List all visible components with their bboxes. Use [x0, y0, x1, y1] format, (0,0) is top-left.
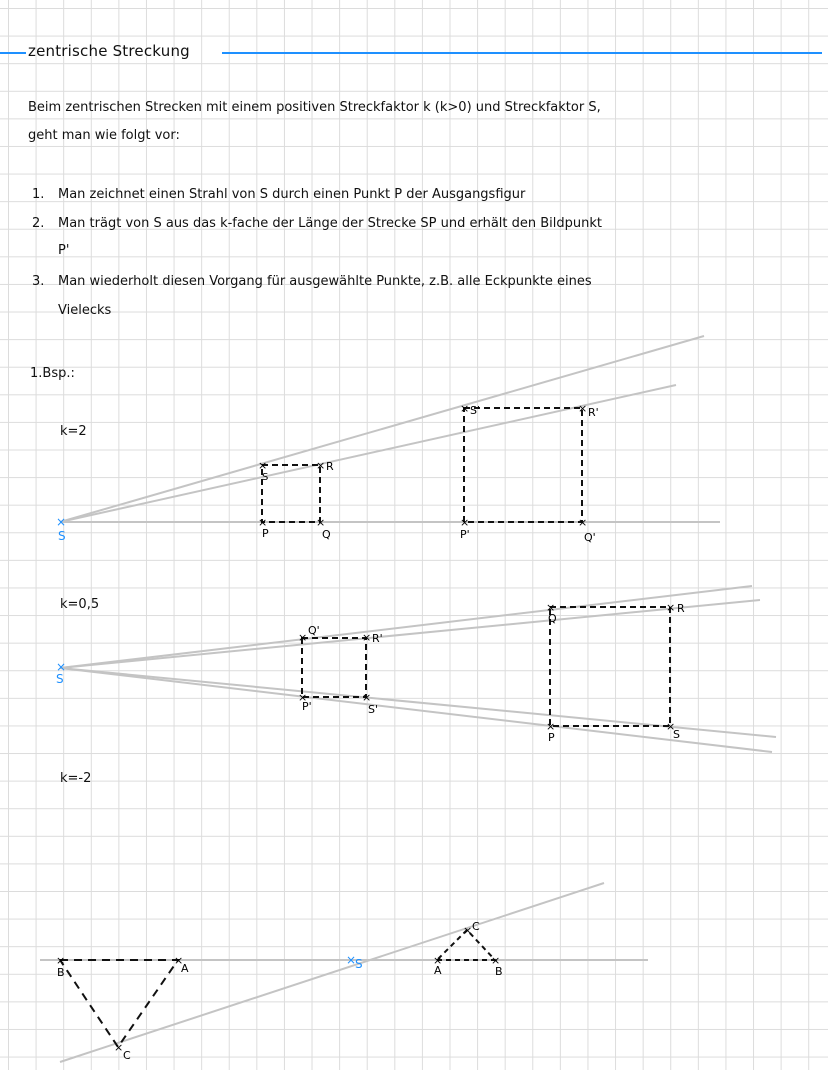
intro-line-1: Beim zentrischen Strecken mit einem positiven Streckfaktor k (k>0) und Streckfaktor S,	[28, 100, 601, 115]
point-marker: ×	[316, 459, 326, 472]
point-marker: ×	[56, 515, 67, 529]
point-marker: ×	[258, 516, 268, 529]
step-2-text: Man trägt von S aus das k-fache der Länge der Strecke SP und erhält den Bildpunkt	[58, 216, 603, 231]
ray	[60, 586, 752, 668]
label-S: S	[262, 472, 269, 483]
point-marker: ×	[578, 402, 588, 415]
label-Q-prime: Q'	[584, 531, 596, 544]
step-3-text: Man wiederholt diesen Vorgang für ausgewählte Punkte, z.B. alle Eckpunkte eines	[58, 274, 592, 289]
label-B: B	[57, 966, 65, 979]
label-S: S	[56, 672, 64, 686]
point-marker: ×	[114, 1041, 124, 1054]
point-marker: ×	[666, 601, 676, 614]
example-3-k-label: k=-2	[60, 771, 92, 786]
point-marker: ×	[460, 402, 470, 415]
image-triangle	[60, 960, 178, 1047]
point-marker: ×	[491, 954, 501, 967]
step-2-text-cont: P'	[58, 243, 70, 258]
point-marker: ×	[298, 691, 308, 704]
label-R: R	[326, 460, 334, 473]
point-marker: ×	[56, 954, 66, 967]
example-heading: 1.Bsp.:	[30, 366, 75, 381]
example-2-k-label: k=0,5	[60, 597, 100, 612]
label-A: A	[181, 962, 189, 975]
point-marker: ×	[546, 720, 556, 733]
label-S-prime: S'	[470, 404, 481, 417]
label-Q-prime: Q'	[308, 624, 320, 637]
point-marker: ×	[578, 516, 588, 529]
point-marker: ×	[362, 691, 372, 704]
original-square	[550, 607, 670, 726]
label-A: A	[434, 964, 442, 977]
label-R-prime: R'	[372, 632, 383, 645]
label-C: C	[472, 920, 480, 933]
example-1-drawing	[56, 336, 720, 544]
point-marker: ×	[56, 660, 67, 674]
point-marker: ×	[546, 601, 556, 614]
label-S: S	[355, 957, 363, 971]
ray	[60, 600, 760, 668]
step-3-text-cont: Vielecks	[58, 303, 112, 318]
step-3-number: 3.	[32, 274, 45, 289]
point-marker: ×	[298, 631, 308, 644]
step-2-number: 2.	[32, 216, 45, 231]
point-marker: ×	[346, 953, 357, 967]
point-marker: ×	[666, 720, 676, 733]
label-Q: Q	[322, 528, 331, 541]
intro-line-2: geht man wie folgt vor:	[28, 128, 180, 143]
label-S: S	[58, 529, 66, 543]
ray	[60, 883, 604, 1062]
point-marker: ×	[316, 516, 326, 529]
label-R-prime: R'	[588, 406, 599, 419]
original-square	[262, 465, 320, 522]
example-2-drawing	[56, 586, 776, 752]
label-Q: Q	[548, 612, 557, 625]
point-marker: ×	[460, 516, 470, 529]
label-R: R	[677, 602, 685, 615]
ray	[60, 336, 704, 522]
ray	[60, 668, 772, 752]
label-S: S	[673, 728, 680, 741]
label-P-prime: P'	[460, 528, 470, 541]
label-P-prime: P'	[302, 700, 312, 713]
step-1-text: Man zeichnet einen Strahl von S durch einen Punkt P der Ausgangsfigur	[58, 187, 526, 202]
point-marker: ×	[362, 631, 372, 644]
point-marker: ×	[433, 954, 443, 967]
point-marker: ×	[463, 924, 473, 937]
step-1-number: 1.	[32, 187, 45, 202]
page-title: zentrische Streckung	[28, 42, 190, 60]
image-square	[464, 408, 582, 522]
label-P: P	[548, 731, 555, 744]
label-P: P	[262, 527, 269, 540]
example-3-drawing	[40, 883, 648, 1062]
label-S-prime: S'	[368, 703, 379, 716]
label-B: B	[495, 965, 503, 978]
point-marker: ×	[258, 459, 268, 472]
image-square	[302, 638, 366, 697]
label-C: C	[123, 1049, 131, 1062]
example-1-k-label: k=2	[60, 424, 87, 439]
point-marker: ×	[174, 954, 184, 967]
